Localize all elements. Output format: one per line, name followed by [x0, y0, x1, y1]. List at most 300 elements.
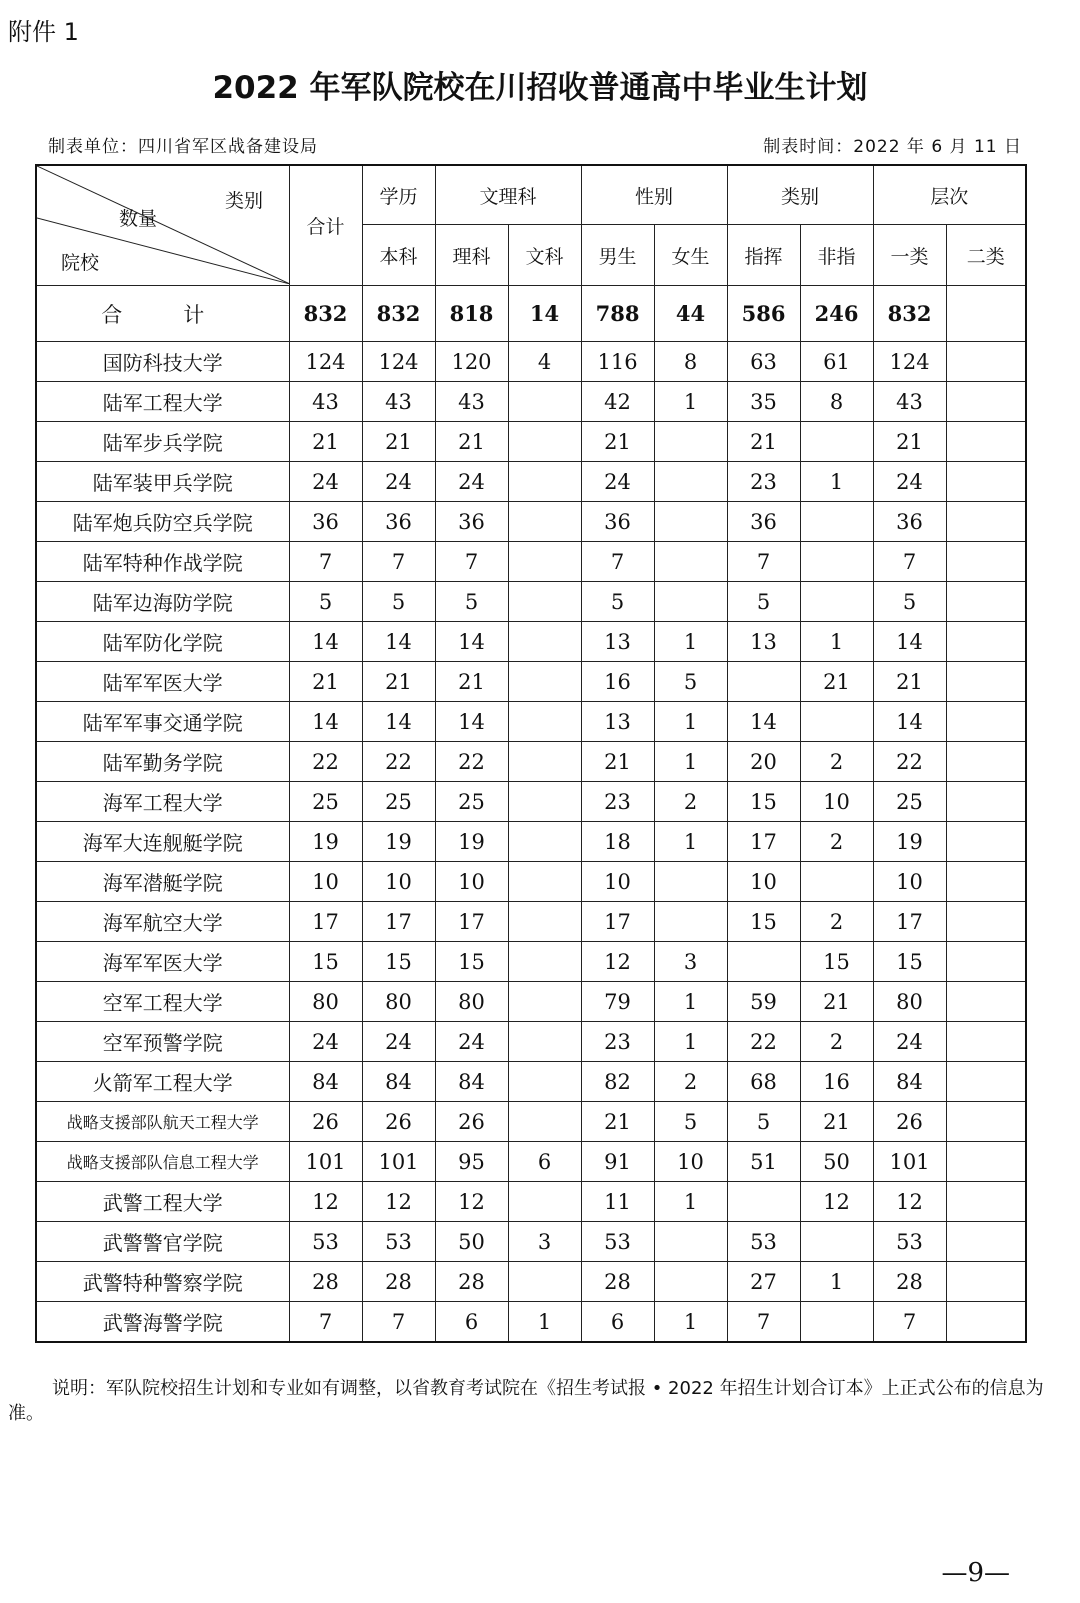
table-cell: 24	[873, 462, 946, 502]
table-cell: 23	[727, 462, 800, 502]
table-cell	[800, 1302, 873, 1343]
table-cell: 80	[435, 982, 508, 1022]
school-name: 空军预警学院	[36, 1022, 289, 1062]
table-cell: 14	[362, 702, 435, 742]
table-cell: 1	[654, 622, 727, 662]
table-cell: 22	[435, 742, 508, 782]
table-cell: 95	[435, 1142, 508, 1182]
table-cell	[508, 942, 581, 982]
table-cell: 15	[362, 942, 435, 982]
total-cell: 44	[654, 286, 727, 342]
table-cell	[508, 782, 581, 822]
table-cell: 24	[289, 462, 362, 502]
table-cell: 10	[362, 862, 435, 902]
table-cell	[946, 1062, 1026, 1102]
table-cell: 53	[727, 1222, 800, 1262]
table-cell: 17	[435, 902, 508, 942]
table-cell	[946, 982, 1026, 1022]
table-cell: 16	[581, 662, 654, 702]
school-name: 陆军军医大学	[36, 662, 289, 702]
diag-category-label: 类别	[225, 190, 264, 212]
total-cell: 832	[873, 286, 946, 342]
table-cell	[800, 542, 873, 582]
table-cell: 43	[289, 382, 362, 422]
table-cell	[946, 902, 1026, 942]
table-cell	[508, 662, 581, 702]
header-sub-noncommand: 非指	[800, 225, 873, 286]
table-cell	[508, 1022, 581, 1062]
school-name: 空军工程大学	[36, 982, 289, 1022]
table-cell: 17	[581, 902, 654, 942]
table-cell: 19	[873, 822, 946, 862]
table-cell: 10	[581, 862, 654, 902]
table-cell: 12	[289, 1182, 362, 1222]
table-cell: 10	[800, 782, 873, 822]
table-cell: 1	[654, 1022, 727, 1062]
header-group-gender: 性别	[581, 165, 727, 225]
table-cell	[508, 702, 581, 742]
table-cell: 22	[362, 742, 435, 782]
table-cell: 61	[800, 342, 873, 382]
table-cell	[727, 942, 800, 982]
table-cell	[727, 1182, 800, 1222]
table-cell	[800, 702, 873, 742]
table-cell: 22	[873, 742, 946, 782]
attachment-label: 附件 1	[8, 18, 79, 46]
table-cell: 26	[289, 1102, 362, 1142]
table-cell: 21	[581, 742, 654, 782]
table-row	[36, 582, 1026, 622]
total-cell: 246	[800, 286, 873, 342]
table-cell: 80	[362, 982, 435, 1022]
table-cell	[946, 422, 1026, 462]
table-cell: 36	[435, 502, 508, 542]
table-cell	[946, 1102, 1026, 1142]
table-cell: 24	[435, 462, 508, 502]
table-cell: 1	[654, 982, 727, 1022]
table-cell	[508, 862, 581, 902]
table-cell: 4	[508, 342, 581, 382]
table-cell: 19	[435, 822, 508, 862]
table-cell: 28	[362, 1262, 435, 1302]
total-cell	[946, 286, 1026, 342]
table-row	[36, 982, 1026, 1022]
table-cell: 1	[654, 702, 727, 742]
table-cell: 14	[435, 622, 508, 662]
table-cell: 10	[873, 862, 946, 902]
total-cell: 818	[435, 286, 508, 342]
table-cell	[654, 1262, 727, 1302]
table-cell: 116	[581, 342, 654, 382]
table-cell: 5	[289, 582, 362, 622]
table-row	[36, 862, 1026, 902]
school-name: 陆军勤务学院	[36, 742, 289, 782]
table-cell: 22	[727, 1022, 800, 1062]
table-cell: 28	[435, 1262, 508, 1302]
school-name: 陆军炮兵防空兵学院	[36, 502, 289, 542]
table-cell: 23	[581, 782, 654, 822]
table-cell	[800, 422, 873, 462]
table-cell	[508, 422, 581, 462]
table-cell	[654, 542, 727, 582]
table-cell	[654, 582, 727, 622]
table-cell: 7	[727, 542, 800, 582]
table-cell	[946, 1302, 1026, 1343]
table-row	[36, 822, 1026, 862]
table-cell: 101	[362, 1142, 435, 1182]
header-sub-arts: 文科	[508, 225, 581, 286]
total-row	[36, 286, 1026, 342]
table-cell: 19	[362, 822, 435, 862]
table-cell: 53	[289, 1222, 362, 1262]
table-cell	[654, 862, 727, 902]
table-cell: 51	[727, 1142, 800, 1182]
table-cell: 21	[289, 422, 362, 462]
table-cell: 53	[581, 1222, 654, 1262]
table-cell: 68	[727, 1062, 800, 1102]
school-name: 武警工程大学	[36, 1182, 289, 1222]
table-cell: 43	[362, 382, 435, 422]
table-cell: 124	[362, 342, 435, 382]
table-cell: 50	[435, 1222, 508, 1262]
table-cell	[800, 502, 873, 542]
table-cell: 124	[289, 342, 362, 382]
table-cell: 5	[727, 582, 800, 622]
table-cell	[946, 1222, 1026, 1262]
school-name: 海军大连舰艇学院	[36, 822, 289, 862]
table-cell: 15	[727, 782, 800, 822]
table-cell	[508, 822, 581, 862]
school-name: 海军潜艇学院	[36, 862, 289, 902]
table-row	[36, 742, 1026, 782]
table-cell	[800, 862, 873, 902]
school-name: 国防科技大学	[36, 342, 289, 382]
table-row	[36, 1182, 1026, 1222]
table-cell: 7	[435, 542, 508, 582]
table-cell: 5	[727, 1102, 800, 1142]
table-cell: 17	[727, 822, 800, 862]
table-row	[36, 1222, 1026, 1262]
table-cell: 21	[800, 982, 873, 1022]
table-row	[36, 782, 1026, 822]
header-group-category: 类别	[727, 165, 873, 225]
table-cell: 7	[873, 542, 946, 582]
total-cell: 788	[581, 286, 654, 342]
table-cell: 3	[654, 942, 727, 982]
table-cell: 6	[581, 1302, 654, 1343]
table-cell	[946, 382, 1026, 422]
table-cell	[654, 422, 727, 462]
table-cell: 26	[435, 1102, 508, 1142]
header-sub-undergrad: 本科	[362, 225, 435, 286]
table-cell: 24	[289, 1022, 362, 1062]
table-row	[36, 1102, 1026, 1142]
table-cell: 21	[435, 422, 508, 462]
table-cell: 14	[289, 702, 362, 742]
table-cell	[946, 1142, 1026, 1182]
table-cell: 19	[289, 822, 362, 862]
table-cell	[946, 502, 1026, 542]
table-cell: 21	[800, 1102, 873, 1142]
table-cell: 7	[289, 1302, 362, 1343]
school-name: 武警特种警察学院	[36, 1262, 289, 1302]
table-cell	[508, 1262, 581, 1302]
table-cell: 17	[289, 902, 362, 942]
table-row	[36, 622, 1026, 662]
table-cell: 10	[289, 862, 362, 902]
table-cell: 42	[581, 382, 654, 422]
compiler-unit: 制表单位：四川省军区战备建设局	[48, 137, 318, 157]
table-cell	[654, 462, 727, 502]
table-cell: 27	[727, 1262, 800, 1302]
table-row	[36, 422, 1026, 462]
table-cell: 1	[800, 622, 873, 662]
table-cell: 10	[727, 862, 800, 902]
table-cell: 22	[289, 742, 362, 782]
table-cell	[946, 662, 1026, 702]
header-group-subject: 文理科	[435, 165, 581, 225]
table-cell: 6	[435, 1302, 508, 1343]
table-cell: 11	[581, 1182, 654, 1222]
table-cell: 63	[727, 342, 800, 382]
table-cell: 14	[435, 702, 508, 742]
table-cell	[946, 1022, 1026, 1062]
table-cell: 8	[654, 342, 727, 382]
table-cell: 25	[873, 782, 946, 822]
table-cell: 21	[581, 1102, 654, 1142]
table-cell: 21	[362, 422, 435, 462]
table-cell: 2	[654, 1062, 727, 1102]
page-title: 2022 年军队院校在川招收普通高中毕业生计划	[212, 70, 868, 106]
table-cell: 5	[654, 662, 727, 702]
total-cell: 586	[727, 286, 800, 342]
table-cell: 21	[362, 662, 435, 702]
table-cell: 1	[654, 1182, 727, 1222]
table-cell	[508, 582, 581, 622]
table-cell: 21	[581, 422, 654, 462]
table-cell: 12	[362, 1182, 435, 1222]
table-cell: 18	[581, 822, 654, 862]
table-cell: 35	[727, 382, 800, 422]
table-cell: 50	[800, 1142, 873, 1182]
table-cell: 23	[581, 1022, 654, 1062]
table-cell: 53	[873, 1222, 946, 1262]
table-row	[36, 1142, 1026, 1182]
table-cell: 1	[800, 1262, 873, 1302]
table-cell: 82	[581, 1062, 654, 1102]
table-row	[36, 1262, 1026, 1302]
header-sub-command: 指挥	[727, 225, 800, 286]
table-cell: 2	[800, 902, 873, 942]
table-cell	[508, 622, 581, 662]
table-cell: 10	[654, 1142, 727, 1182]
table-cell: 25	[362, 782, 435, 822]
school-name: 海军航空大学	[36, 902, 289, 942]
total-row-label: 合 计	[36, 286, 289, 342]
table-cell: 36	[581, 502, 654, 542]
table-cell: 15	[289, 942, 362, 982]
diag-school-label: 院校	[61, 252, 100, 274]
table-cell: 101	[873, 1142, 946, 1182]
table-cell: 28	[873, 1262, 946, 1302]
table-cell: 2	[800, 742, 873, 782]
table-cell: 7	[362, 542, 435, 582]
table-row	[36, 942, 1026, 982]
school-name: 武警海警学院	[36, 1302, 289, 1343]
table-row	[36, 542, 1026, 582]
table-row	[36, 902, 1026, 942]
table-cell	[946, 782, 1026, 822]
header-sub-tier2: 二类	[946, 225, 1026, 286]
table-cell	[946, 542, 1026, 582]
table-cell: 2	[800, 822, 873, 862]
table-cell: 13	[727, 622, 800, 662]
table-cell: 17	[873, 902, 946, 942]
table-cell	[946, 942, 1026, 982]
school-name: 战略支援部队航天工程大学	[36, 1102, 289, 1142]
table-cell: 84	[435, 1062, 508, 1102]
table-cell: 12	[873, 1182, 946, 1222]
table-cell: 14	[873, 622, 946, 662]
table-cell: 15	[873, 942, 946, 982]
table-cell	[946, 462, 1026, 502]
table-cell: 80	[873, 982, 946, 1022]
table-cell	[946, 702, 1026, 742]
table-cell	[800, 1222, 873, 1262]
table-cell	[508, 902, 581, 942]
table-cell: 12	[800, 1182, 873, 1222]
header-group-education: 学历	[362, 165, 435, 225]
total-cell: 832	[362, 286, 435, 342]
table-cell: 25	[289, 782, 362, 822]
page-number: —9—	[941, 1558, 1010, 1588]
table-cell: 28	[581, 1262, 654, 1302]
table-cell: 1	[654, 1302, 727, 1343]
table-cell	[654, 502, 727, 542]
diag-quantity-label: 数量	[119, 208, 158, 230]
table-cell	[946, 862, 1026, 902]
header-sub-tier1: 一类	[873, 225, 946, 286]
table-cell: 7	[362, 1302, 435, 1343]
school-name: 战略支援部队信息工程大学	[36, 1142, 289, 1182]
table-cell: 21	[727, 422, 800, 462]
table-cell: 7	[289, 542, 362, 582]
table-cell: 36	[727, 502, 800, 542]
table-cell	[946, 622, 1026, 662]
header-sub-male: 男生	[581, 225, 654, 286]
table-cell: 24	[362, 1022, 435, 1062]
table-cell	[946, 1182, 1026, 1222]
table-cell	[508, 982, 581, 1022]
table-cell: 17	[362, 902, 435, 942]
table-cell: 2	[654, 782, 727, 822]
table-cell: 21	[873, 422, 946, 462]
table-cell: 25	[435, 782, 508, 822]
header-group-level: 层次	[873, 165, 1026, 225]
table-cell: 12	[581, 942, 654, 982]
table-cell	[946, 342, 1026, 382]
table-cell: 36	[873, 502, 946, 542]
table-cell: 24	[362, 462, 435, 502]
table-cell: 20	[727, 742, 800, 782]
school-name: 陆军特种作战学院	[36, 542, 289, 582]
school-name: 陆军工程大学	[36, 382, 289, 422]
table-cell: 14	[873, 702, 946, 742]
table-cell: 7	[581, 542, 654, 582]
table-cell	[508, 502, 581, 542]
table-cell: 24	[581, 462, 654, 502]
table-cell	[654, 902, 727, 942]
header-sub-science: 理科	[435, 225, 508, 286]
table-cell	[800, 582, 873, 622]
table-cell: 43	[435, 382, 508, 422]
school-name: 海军工程大学	[36, 782, 289, 822]
header-sub-female: 女生	[654, 225, 727, 286]
table-cell	[508, 382, 581, 422]
table-cell	[508, 462, 581, 502]
school-name: 火箭军工程大学	[36, 1062, 289, 1102]
table-row	[36, 462, 1026, 502]
table-cell: 79	[581, 982, 654, 1022]
header-total: 合计	[289, 165, 362, 286]
table-cell: 1	[654, 742, 727, 782]
table-cell: 101	[289, 1142, 362, 1182]
table-cell	[508, 1182, 581, 1222]
table-cell: 7	[727, 1302, 800, 1343]
table-cell: 7	[873, 1302, 946, 1343]
table-row	[36, 1302, 1026, 1343]
table-cell: 6	[508, 1142, 581, 1182]
table-cell: 1	[508, 1302, 581, 1343]
table-cell	[946, 822, 1026, 862]
table-cell: 36	[362, 502, 435, 542]
table-cell: 5	[873, 582, 946, 622]
table-cell: 24	[435, 1022, 508, 1062]
table-cell: 1	[800, 462, 873, 502]
table-cell: 21	[435, 662, 508, 702]
table-cell	[508, 742, 581, 782]
table-cell: 59	[727, 982, 800, 1022]
table-row	[36, 662, 1026, 702]
table-cell: 43	[873, 382, 946, 422]
table-cell: 21	[289, 662, 362, 702]
total-cell: 832	[289, 286, 362, 342]
compile-date: 制表时间：2022 年 6 月 11 日	[763, 137, 1022, 157]
table-cell: 28	[289, 1262, 362, 1302]
table-cell	[946, 1262, 1026, 1302]
table-cell: 80	[289, 982, 362, 1022]
table-cell	[727, 662, 800, 702]
table-cell	[508, 1102, 581, 1142]
table-cell: 16	[800, 1062, 873, 1102]
school-name: 武警警官学院	[36, 1222, 289, 1262]
table-cell: 84	[362, 1062, 435, 1102]
table-cell: 15	[435, 942, 508, 982]
enrollment-plan-table	[35, 164, 1027, 1343]
table-cell	[946, 582, 1026, 622]
table-cell: 13	[581, 622, 654, 662]
table-cell: 15	[727, 902, 800, 942]
footnote: 说明：军队院校招生计划和专业如有调整，以省教育考试院在《招生考试报 • 2022 年招生计划合订本》上正式公布的信息为准。	[8, 1378, 1044, 1424]
table-cell: 36	[289, 502, 362, 542]
table-cell: 8	[800, 382, 873, 422]
table-cell: 53	[362, 1222, 435, 1262]
table-row	[36, 382, 1026, 422]
table-cell: 84	[289, 1062, 362, 1102]
table-cell	[654, 1222, 727, 1262]
table-cell	[508, 1062, 581, 1102]
table-cell: 14	[362, 622, 435, 662]
